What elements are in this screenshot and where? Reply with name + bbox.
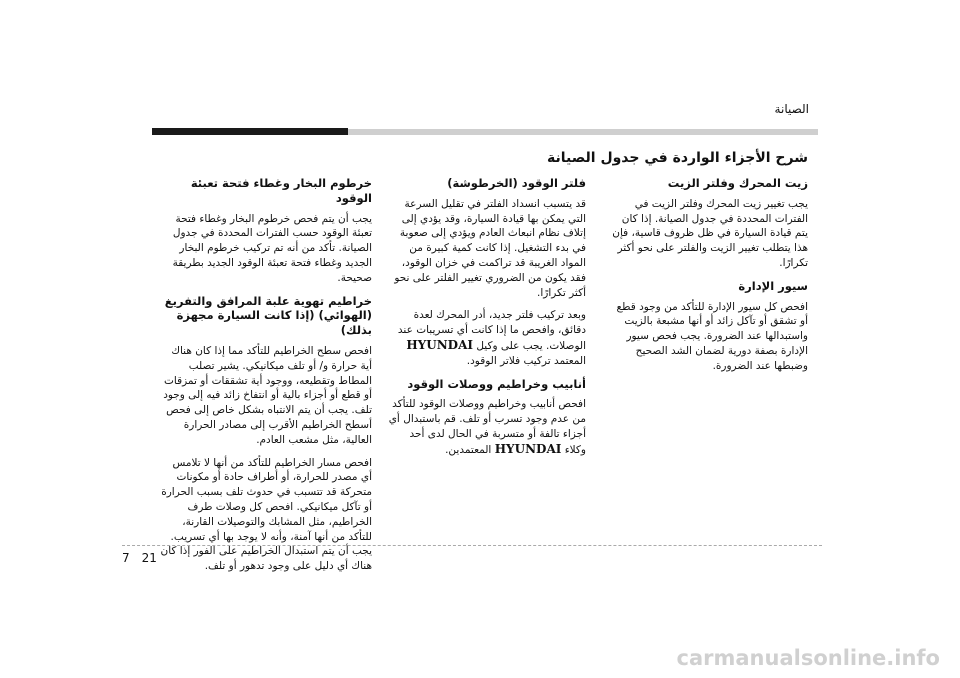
vacuum-hoses-heading: خراطيم تهوية علبة المرافق والتفريغ (الهوائي) (إذا كانت السيارة مجهزة بذلك) bbox=[164, 293, 372, 338]
fuel-filter-body-2 bbox=[388, 308, 586, 368]
fuel-filter-body-3-text: المعتمد تركيب فلاتر الوقود. bbox=[466, 354, 586, 367]
watermark: carmanualsonline.info bbox=[676, 646, 940, 670]
fuel-lines-body-2-text: المعتمدين. bbox=[445, 443, 492, 456]
drive-belts-heading: سيور الإدارة bbox=[738, 278, 808, 293]
left-column bbox=[158, 170, 372, 582]
vapor-hose-body: يجب أن يتم فحص خرطوم البخار وغطاء فتحة تعبئة الوقود حسب الفترات المحددة في جدول الصيانة. تأكد من أنه تم تركيب خرطوم البخار الجديد وغطاء فتحة تعبئة الوقود الجديد بطريقة صحيحة. bbox=[172, 212, 372, 284]
header-bar-light bbox=[348, 129, 818, 135]
fuel-lines-heading: أنابيب وخراطيم ووصلات الوقود bbox=[407, 376, 586, 391]
page-number bbox=[122, 551, 157, 565]
fuel-filter-heading: فلتر الوقود (الخرطوشة) bbox=[447, 176, 586, 190]
footer-divider bbox=[122, 545, 822, 546]
right-column bbox=[612, 170, 808, 382]
vacuum-hoses-body-2: افحص مسار الخراطيم للتأكد من أنها لا تلامس أي مصدر للحرارة، أو أطراف حادة أو مكونات متحركة قد تتسبب في حدوث تلف بسبب الحرارة أو تآكل ميكانيكي. افحص كل وصلات طرف الخراطيم، مثل المشابك والتوصيلات القارنة، للتأكد من أنها آمنة، وأنه لا يوجد بها أي تسريب. يجب أن يتم استبدال الخراطيم على الفور إذا كان هناك أي دليل على وجود تدهور أو تلف. bbox=[160, 456, 372, 573]
fuel-lines-body bbox=[388, 397, 586, 457]
fuel-lines-body-text: افحص أنابيب وخراطيم ووصلات الوقود للتأكد من عدم وجود تسرب أو تلف. قم باستبدال أي أجزاء تالفة أو متسربة في الحال لدى أحد وكلاء bbox=[388, 398, 586, 456]
fuel-filter-body: قد يتسبب انسداد الفلتر في تقليل السرعة التي يمكن بها قيادة السيارة، وقد يؤدي إلى إتلاف نظام انبعاث العادم ويؤدي إلى صعوبة في بدء التشغيل. إذا كانت كمية كبيرة من المواد الغريبة قد تراكمت في خزان الوقود، فقد يكون من الضروري تغيير الفلتر على نحو أكثر تكرارًا. bbox=[394, 197, 586, 299]
section-header: الصيانة bbox=[774, 102, 809, 116]
middle-column bbox=[388, 170, 586, 466]
brand-name: HYUNDAI bbox=[406, 337, 473, 352]
brand-name: HYUNDAI bbox=[494, 441, 562, 456]
page-index: 21 bbox=[141, 551, 157, 565]
fuel-filter-body-2-text: وبعد تركيب فلتر جديد، أدر المحرك لعدة دقائق، وافحص ما إذا كانت أي تسريبات عند الوصلات. يجب على وكيل bbox=[397, 309, 586, 352]
vacuum-hoses-body: افحص سطح الخراطيم للتأكد مما إذا كان هناك أية حرارة و/ أو تلف ميكانيكي. يشير تصلب المطاط وتقطيعه، ووجود أية تشققات أو تمزقات أو قطع أو أجزاء بالية أو انتفاخ زائد فيه إلى وجود تلف. يجب أن يتم الانتباه بشكل خاص إلى فحص أسطح الخراطيم الأقرب إلى مصادر الحرارة العالية، مثل مشعب العادم. bbox=[163, 344, 372, 446]
oil-filter-body: يجب تغيير زيت المحرك وفلتر الزيت في الفترات المحددة في جدول الصيانة. إذا كان يتم قيادة السيارة في ظل ظروف قاسية، فإن هذا يتطلب تغيير الزيت والفلتر على نحو أكثر تكرارًا. bbox=[612, 197, 808, 269]
page-title: شرح الأجزاء الواردة في جدول الصيانة bbox=[547, 150, 808, 166]
header-bar-dark bbox=[152, 128, 348, 135]
vapor-hose-heading: خرطوم البخار وغطاء فتحة تعبئة الوقود bbox=[190, 176, 372, 205]
page-chapter: 7 bbox=[122, 551, 130, 565]
oil-filter-heading: زيت المحرك وفلتر الزيت bbox=[667, 176, 808, 190]
drive-belts-body: افحص كل سيور الإدارة للتأكد من وجود قطع أو تشقق أو تآكل زائد أو أنها مشبعة بالزيت واستبدالها عند الضرورة. يجب فحص سيور الإدارة بصفة دورية لضمان الشد الصحيح وضبطها عند الضرورة. bbox=[616, 300, 808, 372]
